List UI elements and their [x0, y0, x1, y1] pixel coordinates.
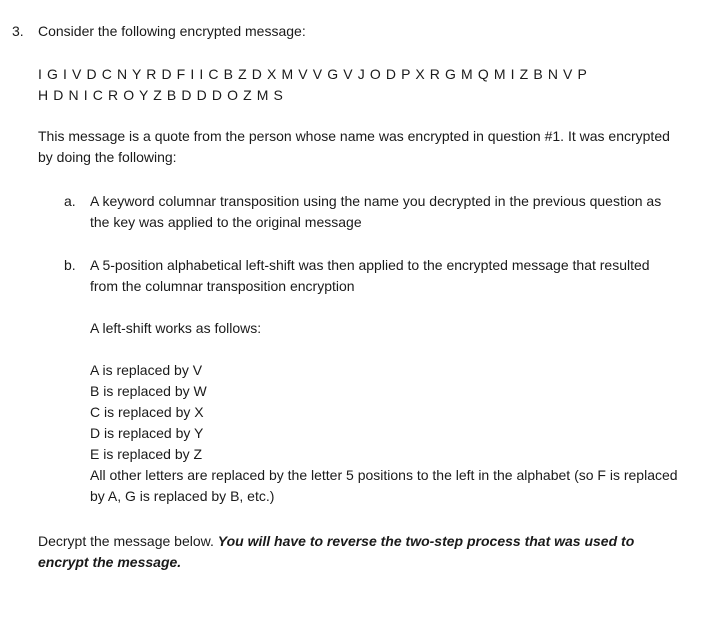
rule-other-letters: All other letters are replaced by the letter 5 positions to the left in the alphabet (so F is replaced by A, G is replaced by B, etc.) — [90, 467, 678, 504]
step-a-marker: a. — [64, 193, 76, 209]
instruction-emphasis: You will have to reverse the two-step process that was used to encrypt the message — [38, 533, 635, 570]
left-shift-intro: A left-shift works as follows: — [90, 320, 262, 336]
step-b-marker: b. — [64, 257, 76, 273]
step-b-text: A 5-position alphabetical left-shift was then applied to the encrypted message that resulted from the columnar transposition encryption — [90, 257, 650, 294]
instruction-end: . — [177, 554, 182, 570]
ciphertext-line-1: I G I V D C N Y R D F I I C B Z D X M V V G V J O D P X R G M Q M I Z B N V P — [38, 66, 587, 82]
rule-e: E is replaced by Z — [90, 446, 203, 462]
step-a-text: A keyword columnar transposition using the name you decrypted in the previous question as the key was applied to the original message — [90, 193, 662, 230]
question-prompt: Consider the following encrypted message: — [38, 23, 306, 39]
rule-b: B is replaced by W — [90, 383, 207, 399]
rule-c: C is replaced by X — [90, 404, 204, 420]
ciphertext-line-2: H D N I C R O Y Z B D D D O Z M S — [38, 87, 284, 103]
rule-a: A is replaced by V — [90, 362, 203, 378]
instruction-plain: Decrypt the message below. — [38, 533, 218, 549]
rule-d: D is replaced by Y — [90, 425, 204, 441]
final-instruction — [38, 531, 678, 573]
question-number: 3. — [12, 23, 24, 39]
left-shift-rules — [90, 360, 680, 507]
description-paragraph: This message is a quote from the person whose name was encrypted in question #1. It was encrypted by doing the following: — [38, 128, 670, 165]
